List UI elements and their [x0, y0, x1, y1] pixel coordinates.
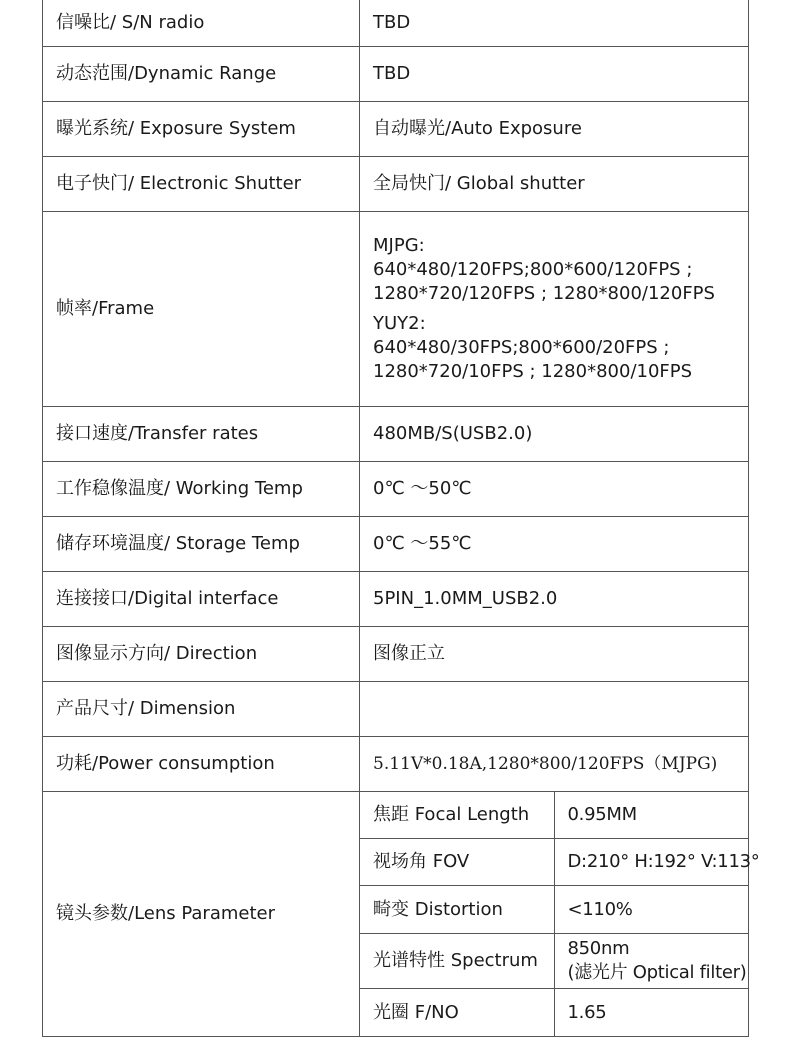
row-value-transfer-rates: 480MB/S(USB2.0)	[360, 407, 749, 462]
row-value-exposure-system: 自动曝光/Auto Exposure	[360, 102, 749, 157]
row-value-dynamic-range: TBD	[360, 47, 749, 102]
frame-mjpg-line-2: 1280*720/120FPS ; 1280*800/120FPS	[373, 283, 715, 304]
row-value-dimension	[360, 682, 749, 737]
frame-yuy2-line-2: 1280*720/10FPS ; 1280*800/10FPS	[373, 361, 693, 382]
lens-aperture-label: 光圈 F/NO	[360, 989, 555, 1037]
frame-yuy2-title: YUY2:	[373, 313, 426, 334]
lens-spectrum-value	[554, 934, 749, 989]
table-row	[43, 627, 749, 682]
row-label-digital-interface: 连接接口/Digital interface	[43, 572, 360, 627]
row-label-storage-temp: 储存环境温度/ Storage Temp	[43, 517, 360, 572]
lens-focal-length-label: 焦距 Focal Length	[360, 792, 555, 839]
table-row	[43, 0, 749, 47]
lens-aperture-value: 1.65	[554, 989, 749, 1037]
row-label-dynamic-range: 动态范围/Dynamic Range	[43, 47, 360, 102]
row-value-working-temp: 0℃ ～50℃	[360, 462, 749, 517]
table-row	[43, 462, 749, 517]
lens-distortion-value: <110%	[554, 886, 749, 934]
lens-spectrum-value-line-2: (滤光片 Optical filter)	[567, 962, 747, 983]
table-row	[43, 737, 749, 792]
row-label-sn-ratio: 信噪比/ S/N radio	[43, 0, 360, 47]
table-row	[43, 212, 749, 407]
table-row	[43, 102, 749, 157]
table-row	[43, 517, 749, 572]
table-row	[43, 157, 749, 212]
row-label-direction: 图像显示方向/ Direction	[43, 627, 360, 682]
row-label-power-consumption: 功耗/Power consumption	[43, 737, 360, 792]
lens-fov-value: D:210° H:192° V:113°	[554, 839, 749, 886]
row-label-exposure-system: 曝光系统/ Exposure System	[43, 102, 360, 157]
row-value-storage-temp: 0℃ ～55℃	[360, 517, 749, 572]
lens-spectrum-label: 光谱特性 Spectrum	[360, 934, 555, 989]
frame-yuy2-line-1: 640*480/30FPS;800*600/20FPS ;	[373, 337, 670, 358]
row-value-electronic-shutter: 全局快门/ Global shutter	[360, 157, 749, 212]
table-row	[43, 792, 749, 839]
row-label-lens-parameter: 镜头参数/Lens Parameter	[43, 792, 360, 1037]
row-value-frame	[360, 212, 749, 407]
row-label-frame: 帧率/Frame	[43, 212, 360, 407]
table-row	[43, 47, 749, 102]
frame-mjpg-line-1: 640*480/120FPS;800*600/120FPS ;	[373, 259, 693, 280]
lens-distortion-label: 畸变 Distortion	[360, 886, 555, 934]
table-row	[43, 682, 749, 737]
lens-focal-length-value: 0.95MM	[554, 792, 749, 839]
frame-mjpg-title: MJPG:	[373, 235, 425, 256]
lens-spectrum-value-line-1: 850nm	[567, 938, 630, 959]
lens-fov-label: 视场角 FOV	[360, 839, 555, 886]
row-value-sn-ratio: TBD	[360, 0, 749, 47]
spec-table	[42, 0, 760, 1037]
table-row	[43, 407, 749, 462]
row-label-transfer-rates: 接口速度/Transfer rates	[43, 407, 360, 462]
row-label-dimension: 产品尺寸/ Dimension	[43, 682, 360, 737]
row-label-electronic-shutter: 电子快门/ Electronic Shutter	[43, 157, 360, 212]
row-value-direction: 图像正立	[360, 627, 749, 682]
table-row	[43, 572, 749, 627]
row-value-power-consumption: 5.11V*0.18A,1280*800/120FPS（MJPG)	[360, 737, 749, 792]
row-label-working-temp: 工作稳像温度/ Working Temp	[43, 462, 360, 517]
row-value-digital-interface: 5PIN_1.0MM_USB2.0	[360, 572, 749, 627]
